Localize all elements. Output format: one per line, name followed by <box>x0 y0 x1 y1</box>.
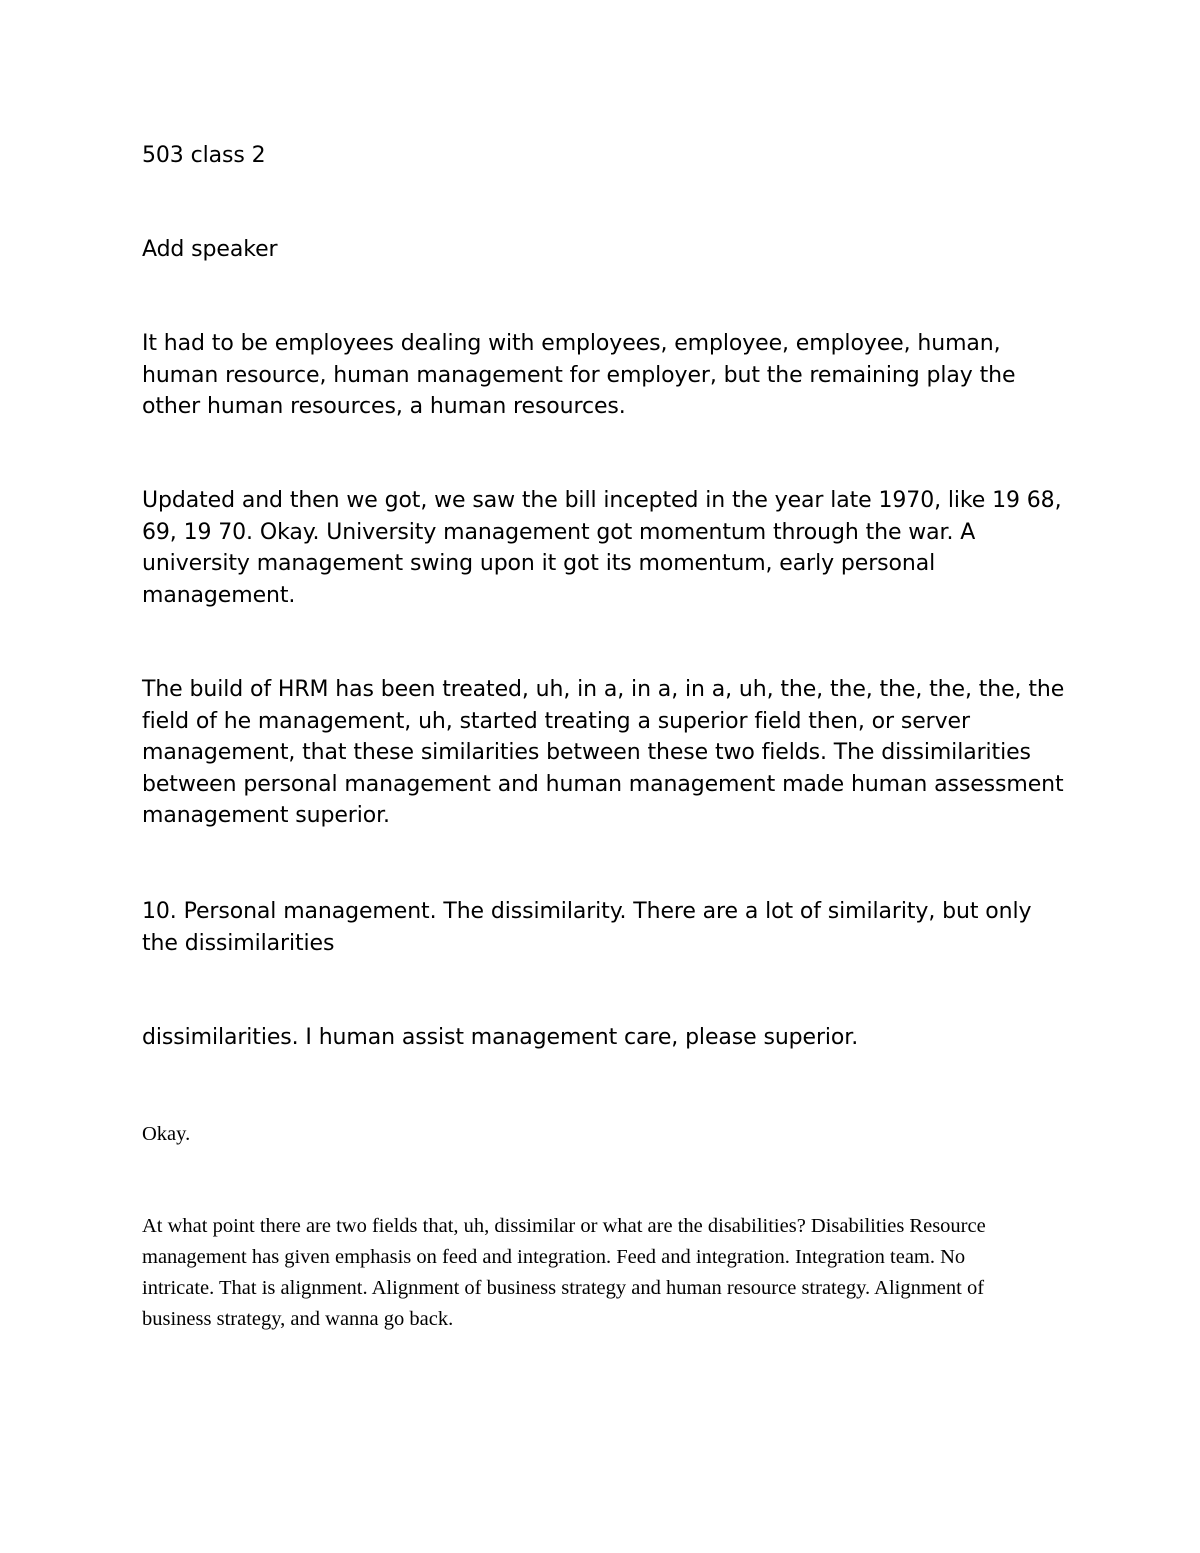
transcript-paragraph-7: At what point there are two fields that, uh, dissimilar or what are the disabilities? Disabilities Resource management has given emphasis on feed and integration. Feed and integration. Integration team. No intricate. That is alignment. Alignment of business strategy and human resource strategy. Alignment of business strategy, and wanna go back. <box>142 1215 986 1330</box>
transcript-paragraph-5: dissimilarities. I human assist management care, please superior. <box>142 1025 859 1050</box>
transcript-paragraph-2: Updated and then we got, we saw the bill incepted in the year late 1970, like 19 68, 69, 19 70. Okay. University management got momentum through the war. A university management swing upon it got its momentum, early personal management. <box>142 488 1062 608</box>
document-title: 503 class 2 <box>142 143 266 168</box>
transcript-paragraph-1: It had to be employees dealing with employees, employee, employee, human, human resource, human management for employer, but the remaining play the other human resources, a human resources. <box>142 331 1016 419</box>
transcript-paragraph-3: The build of HRM has been treated, uh, in a, in a, in a, uh, the, the, the, the, the, the field of he management, uh, started treating a superior field then, or server management, that these similarities between these two fields. The dissimilarities between personal management and human management made human assessment management superior. <box>142 677 1065 828</box>
transcript-paragraph-6: Okay. <box>142 1123 191 1145</box>
transcript-paragraph-4: 10. Personal management. The dissimilarity. There are a lot of similarity, but only the dissimilarities <box>142 899 1032 956</box>
speaker-label: Add speaker <box>142 237 278 262</box>
